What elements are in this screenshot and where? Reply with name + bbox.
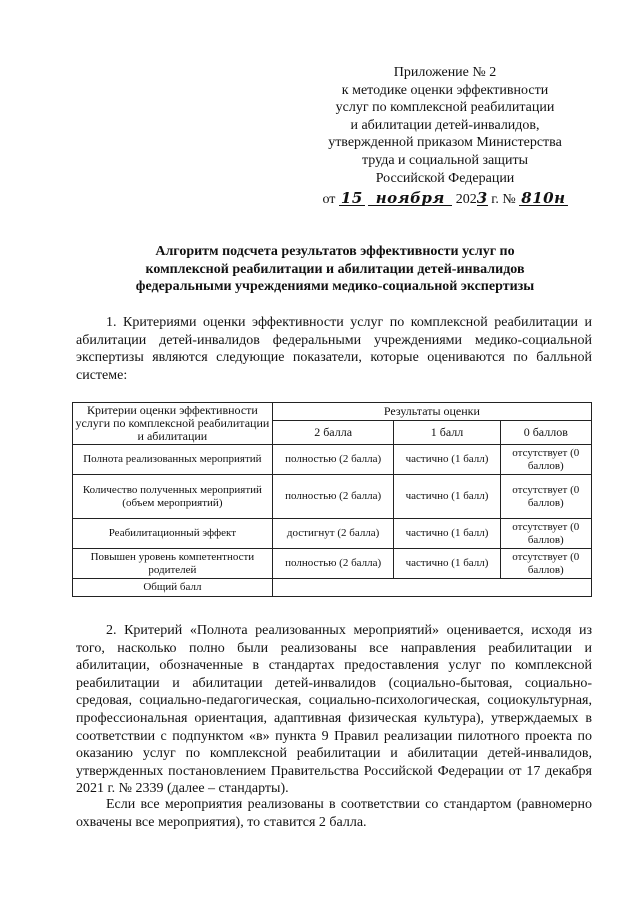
title-line: комплексной реабилитации и абилитации детей-инвалидов xyxy=(145,261,525,277)
handwritten-day: 15 xyxy=(340,189,363,208)
table-total-row xyxy=(73,579,592,597)
paragraph-2: 2. Критерий «Полнота реализованных мероприятий» оценивается, исходя из того, насколько полно были реализованы все направления реабилитации и абилитации, обозначенные в стандартах предоставления услуг по комплексной реабилитации и абилитации детей-инвалидов (социально-бытовая, социально-средовая, социально-педагогическая, социально-психологическая, социокультурная, профессиональная ориентация, адаптивная физическая культура), утверждаемых в соответствии с подпунктом «в» пункта 9 Правил реализации пилотного проекта по оказанию услуг по комплексной реабилитации и абилитации детей-инвалидов, утвержденных постановлением Правительства Российской Федерации от 17 декабря 2021 г. № 2339 (далее – стандарты). xyxy=(76,623,592,797)
appendix-title: Приложение № 2 xyxy=(393,65,497,80)
document-title xyxy=(60,243,610,296)
table-row xyxy=(73,475,592,519)
table-row xyxy=(73,549,592,579)
handwritten-year-digit: 3 xyxy=(476,189,488,208)
appendix-line: труда и социальной защиты xyxy=(362,152,528,168)
criteria-table xyxy=(72,402,592,597)
title-line: Алгоритм подсчета результатов эффективности услуг по xyxy=(155,244,515,259)
score-2-cell: полностью (2 балла) xyxy=(272,549,394,579)
handwritten-month: ноября xyxy=(368,191,452,206)
total-label: Общий балл xyxy=(73,579,273,597)
criterion-cell: Реабилитационный эффект xyxy=(73,519,273,549)
criterion-cell: Повышен уровень компетентности родителей xyxy=(73,549,273,579)
score-2-cell: полностью (2 балла) xyxy=(272,445,394,475)
score-2-cell: достигнут (2 балла) xyxy=(272,519,394,549)
paragraph-1: 1. Критериями оценки эффективности услуг по комплексной реабилитации и абилитации детей-инвалидов федеральными учреждениями медико-социальной экспертизы являются следующие показатели, которые оцениваются по балльной системе: xyxy=(76,315,592,383)
date-year-prefix: 202 xyxy=(455,192,477,208)
appendix-line: и абилитации детей-инвалидов, xyxy=(350,117,540,133)
appendix-line: Российской Федерации xyxy=(375,170,515,186)
score-1-cell: частично (1 балл) xyxy=(394,445,500,475)
appendix-line: услуг по комплексной реабилитации xyxy=(335,100,555,116)
table-row xyxy=(73,519,592,549)
appendix-line: к методике оценки эффективности xyxy=(341,82,549,98)
appendix-date-line xyxy=(300,191,590,209)
column-1-point: 1 балл xyxy=(394,421,500,445)
score-1-cell: частично (1 балл) xyxy=(394,475,500,519)
table-row xyxy=(73,445,592,475)
score-2-cell: полностью (2 балла) xyxy=(272,475,394,519)
header-criteria: Критерии оценки эффективности услуги по комплексной реабилитации и абилитации xyxy=(73,403,273,445)
score-0-cell: отсутствует (0 баллов) xyxy=(500,549,591,579)
score-0-cell: отсутствует (0 баллов) xyxy=(500,475,591,519)
criterion-cell: Количество полученных мероприятий (объем мероприятий) xyxy=(73,475,273,519)
paragraph-3: Если все мероприятия реализованы в соответствии со стандартом (равномерно охвачены все мероприятия), то ставится 2 балла. xyxy=(76,797,592,830)
column-0-points: 0 баллов xyxy=(500,421,591,445)
date-suffix: г. № xyxy=(491,192,516,208)
appendix-block xyxy=(300,64,590,209)
date-prefix: от xyxy=(322,192,336,208)
score-0-cell: отсутствует (0 баллов) xyxy=(500,445,591,475)
score-1-cell: частично (1 балл) xyxy=(394,519,500,549)
handwritten-order-number: 810н xyxy=(521,189,566,208)
total-value-cell xyxy=(272,579,591,597)
column-2-points: 2 балла xyxy=(272,421,394,445)
table-header-row xyxy=(73,403,592,421)
score-1-cell: частично (1 балл) xyxy=(394,549,500,579)
appendix-line: утвержденной приказом Министерства xyxy=(328,135,562,151)
header-results: Результаты оценки xyxy=(272,403,591,421)
title-line: федеральными учреждениями медико-социальной экспертизы xyxy=(135,279,535,294)
score-0-cell: отсутствует (0 баллов) xyxy=(500,519,591,549)
criterion-cell: Полнота реализованных мероприятий xyxy=(73,445,273,475)
